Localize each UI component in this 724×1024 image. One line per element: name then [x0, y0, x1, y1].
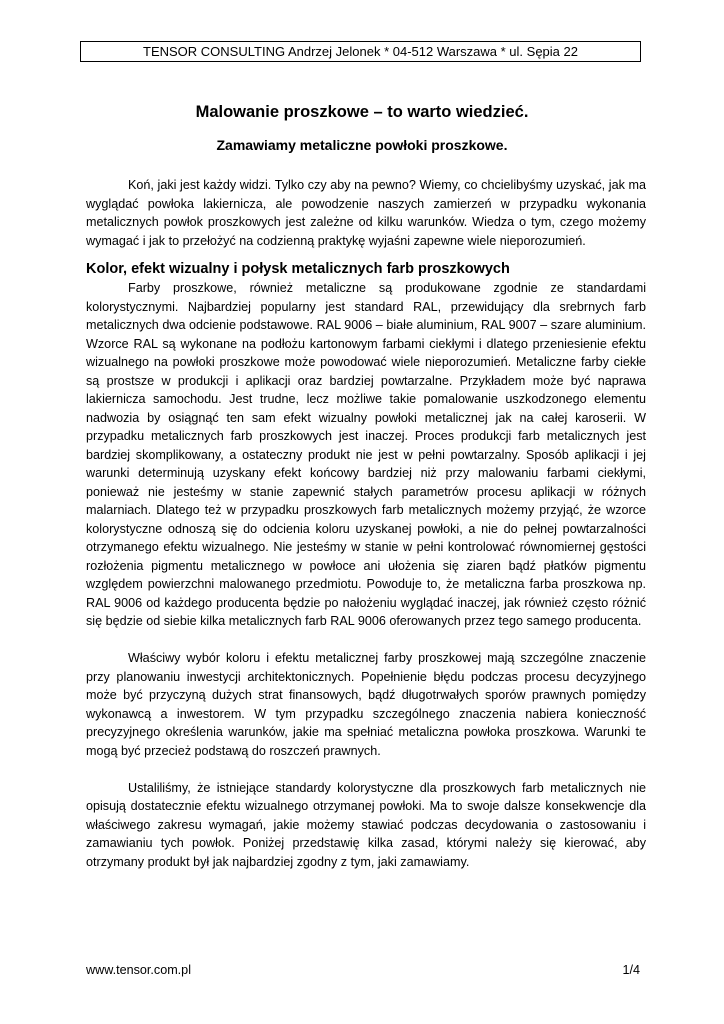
- body-paragraph: Właściwy wybór koloru i efektu metalicznej farby proszkowej mają szczególne znaczenie przy planowaniu inwestycji architektonicznych. Popełnienie błędu podczas procesu decyzyjnego może być przyczyną dużych strat finansowych, bądź długotrwałych sporów prawnych pomiędzy wykonawcą a inwestorem. W tym przypadku szczególnego znaczenia nabiera konieczność precyzyjnego określenia warunków, jakie ma spełniać metaliczna powłoka proszkowa. Warunki te mogą być przecież podstawą do roszczeń prawnych.: [86, 651, 646, 758]
- section-heading: Kolor, efekt wizualny i połysk metalicznych farb proszkowych: [86, 261, 510, 277]
- footer-website: www.tensor.com.pl: [86, 963, 191, 977]
- letterhead-text: TENSOR CONSULTING Andrzej Jelonek * 04-512 Warszawa * ul. Sępia 22: [143, 44, 578, 59]
- letterhead: [80, 41, 641, 62]
- body-paragraph: Farby proszkowe, również metaliczne są produkowane zgodnie ze standardami kolorystycznymi. Najbardziej popularny jest standard RAL, przewidujący dla srebrnych farb metalicznych dwa odcienie podstawowe. RAL 9006 – białe aluminium, RAL 9007 – szare aluminium. Wzorce RAL są wykonane na podłożu kartonowym farbami ciekłymi i dlatego przeniesienie efektu wizualnego na powłoki proszkowe może powodować wiele nieporozumień. Metaliczne farby ciekłe są prostsze w produkcji i aplikacji oraz bardziej powtarzalne. Przykładem może być naprawa lakiernicza samochodu. Jest trudne, lecz możliwe takie pomalowanie uszkodzonego elementu nadwozia by osiągnąć ten sam efekt wizualny powłoki metalicznej jak na całej karoserii. W przypadku metalicznych farb proszkowych jest inaczej. Proces produkcji farb metalicznych jest bardziej skomplikowany, a ostateczny produkt nie jest w pełni powtarzalny. Sposób aplikacji i jej warunki determinują uzyskany efekt końcowy bardziej niż przy malowaniu farbami ciekłymi, ponieważ nie jesteśmy w stanie zapewnić stałych parametrów procesu aplikacji w różnych malarniach. Dlatego też w przypadku proszkowych farb metalicznych możemy przyjąć, że wzorce kolorystyczne odnoszą się do odcienia koloru uzyskanej powłoki, a nie do pełnej powtarzalności otrzymanego efektu wizualnego. Nie jesteśmy w stanie w pełni kontrolować równomiernej gęstości rozłożenia pigmentu metalicznego w powłoce ani ułożenia się ziaren bądź płatków pigmentu względem powierzchni malowanego przedmiotu. Powoduje to, że metaliczna farba proszkowa np. RAL 9006 od każdego producenta będzie po nałożeniu wyglądać inaczej, jak również często różnić się będzie od siebie kilka metalicznych farb RAL 9006 oferowanych przez tego samego producenta.: [86, 281, 646, 628]
- document-title: Malowanie proszkowe – to warto wiedzieć.: [195, 103, 529, 121]
- body-paragraph: Ustaliliśmy, że istniejące standardy kolorystyczne dla proszkowych farb metalicznych nie opisują dostatecznie efektu wizualnego otrzymanej powłoki. Ma to swoje dalsze konsekwencje dla właściwego zakresu wymagań, jakie możemy stawiać podczas decydowania o zastosowaniu i zamawianiu tych powłok. Poniżej przedstawię kilka zasad, którymi należy się kierować, aby otrzymany produkt był jak najbardziej zgodny z tym, jaki zamawiamy.: [86, 780, 646, 869]
- intro-paragraph: Koń, jaki jest każdy widzi. Tylko czy aby na pewno? Wiemy, co chcielibyśmy uzyskać, jak ma wyglądać powłoka lakiernicza, ale powodzenie naszych zamierzeń w przypadku wykonania metalicznych powłok proszkowych jest zależne od kilku warunków. Wiedza o tym, czego możemy wymagać i jak to przełożyć na codzienną praktykę wyjaśni zapewne wiele nieporozumień.: [86, 178, 646, 248]
- document-body: [86, 176, 646, 871]
- footer-page-number: 1/4: [622, 963, 640, 977]
- document-subtitle: Zamawiamy metaliczne powłoki proszkowe.: [216, 137, 508, 153]
